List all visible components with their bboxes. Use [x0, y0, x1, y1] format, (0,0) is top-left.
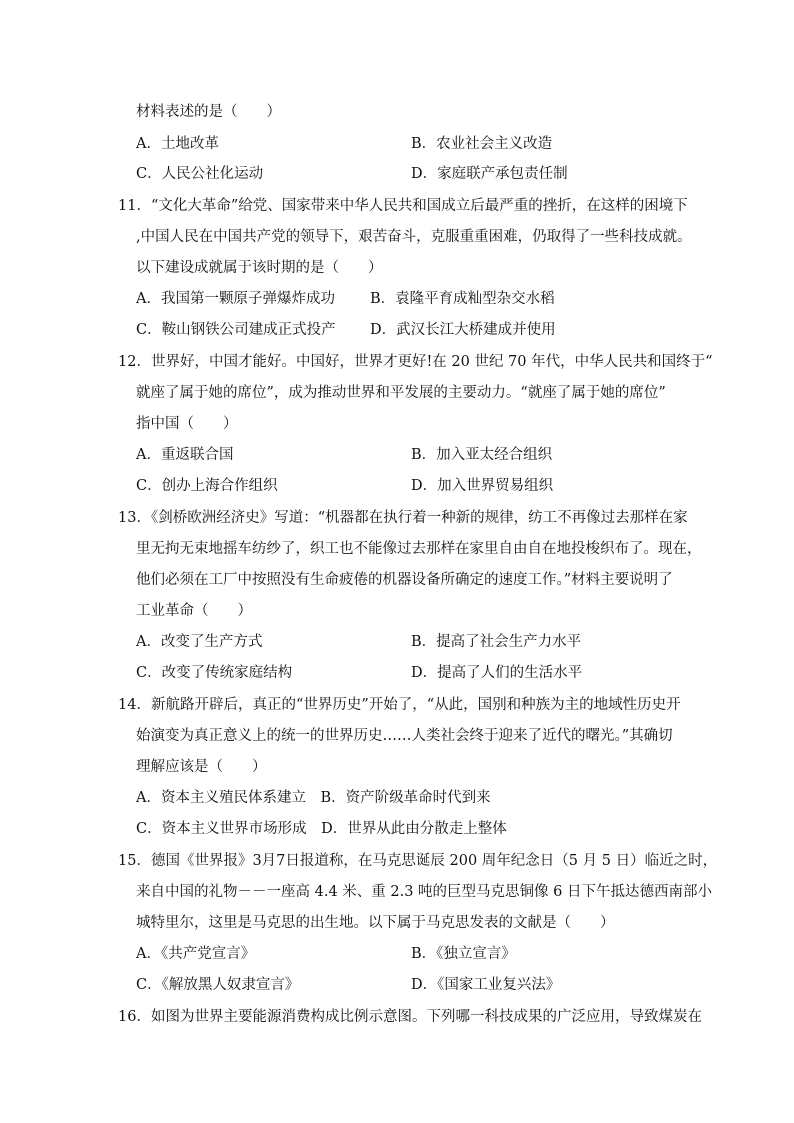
q12-option-a[interactable]: A．重返联合国 [136, 447, 234, 463]
q13-option-c[interactable]: C．改变了传统家庭结构 [136, 665, 293, 681]
q12-stem-line-3: 指中国（ ） [136, 416, 238, 432]
q13-stem-line-4: 工业革命（ ） [136, 603, 252, 619]
q11-stem-line-1: 11．“文化大革命”给党、国家带来中华人民共和国成立后最严重的挫折，在这样的困境下 [118, 198, 688, 214]
q15-option-d[interactable]: D．《国家工业复兴法》 [411, 977, 561, 993]
q14-stem-line-3: 理解应该是（ ） [136, 759, 267, 775]
q15-option-a[interactable]: A．《共产党宣言》 [136, 946, 256, 962]
q11-option-b[interactable]: B．袁隆平育成籼型杂交水稻 [370, 291, 555, 307]
q16-stem-line-1: 16．如图为世界主要能源消费构成比例示意图。下列哪一科技成果的广泛应用，导致煤炭在 [118, 1009, 702, 1025]
q11-option-d[interactable]: D．武汉长江大桥建成并使用 [370, 322, 556, 338]
q14-stem-line-2: 始演变为真正意义上的统一的世界历史……人类社会终于迎来了近代的曙光。”其确切 [136, 728, 673, 744]
q10-option-c[interactable]: C．人民公社化运动 [136, 166, 264, 182]
q10-option-a[interactable]: A．土地改革 [136, 136, 219, 152]
q12-option-c[interactable]: C．创办上海合作组织 [136, 478, 278, 494]
q15-stem-line-2: 来自中国的礼物－－一座高 4.4 米、重 2.3 吨的巨型马克思铜像 6 日下午抵达德西南部小 [136, 884, 712, 900]
q15-stem-line-1: 15．德国《世界报》3月7日报道称，在马克思诞辰 200 周年纪念日（5 月 5 日）临近之时， [118, 853, 718, 869]
q13-option-a[interactable]: A．改变了生产方式 [136, 634, 263, 650]
q11-option-c[interactable]: C．鞍山钢铁公司建成正式投产 [136, 322, 336, 338]
q11-stem-line-3: 以下建设成就属于该时期的是（ ） [136, 260, 383, 276]
q14-stem-line-1: 14．新航路开辟后，真正的“世界历史”开始了，“从此，国别和种族为主的地域性历史开 [118, 697, 681, 713]
q15-option-b[interactable]: B．《独立宣言》 [411, 946, 516, 962]
q13-option-b[interactable]: B．提高了社会生产力水平 [411, 634, 582, 650]
q12-option-b[interactable]: B．加入亚太经合组织 [411, 447, 553, 463]
q10-option-d[interactable]: D．家庭联产承包责任制 [411, 166, 568, 182]
q15-option-c[interactable]: C．《解放黑人奴隶宣言》 [136, 977, 300, 993]
q12-stem-line-2: 就座了属于她的席位”，成为推动世界和平发展的主要动力。“就座了属于她的席位” [136, 385, 666, 401]
q10-option-b[interactable]: B．农业社会主义改造 [411, 136, 553, 152]
q13-stem-line-2: 里无拘无束地摇车纺纱了，织工也不能像过去那样在家里自由自在地投梭织布了。现在， [136, 541, 702, 557]
q10-stem: 材料表述的是（ ） [136, 104, 281, 120]
q11-stem-line-2: ,中国人民在中国共产党的领导下，艰苦奋斗，克服重重困难，仍取得了一些科技成就。 [136, 229, 692, 245]
q13-stem-line-1: 13．《剑桥欧洲经济史》写道：“机器都在执行着一种新的规律，纺工不再像过去那样在家 [118, 510, 688, 526]
q13-stem-line-3: 他们必须在工厂中按照没有生命疲倦的机器设备所确定的速度工作。”材料主要说明了 [136, 572, 673, 588]
q13-option-d[interactable]: D．提高了人们的生活水平 [411, 665, 583, 681]
q11-option-a[interactable]: A．我国第一颗原子弹爆炸成功 [136, 291, 335, 307]
q15-stem-line-3: 城特里尔，这里是马克思的出生地。以下属于马克思发表的文献是（ ） [136, 915, 615, 931]
q12-stem-line-1: 12．世界好，中国才能好。中国好，世界才更好!在 20 世纪 70 年代，中华人民共和国终于“ [118, 354, 713, 370]
q14-options-line-2[interactable]: C．资本主义世界市场形成 D．世界从此由分散走上整体 [136, 821, 507, 837]
q12-option-d[interactable]: D．加入世界贸易组织 [411, 478, 554, 494]
q14-options-line-1[interactable]: A．资本主义殖民体系建立 B．资产阶级革命时代到来 [136, 790, 491, 806]
